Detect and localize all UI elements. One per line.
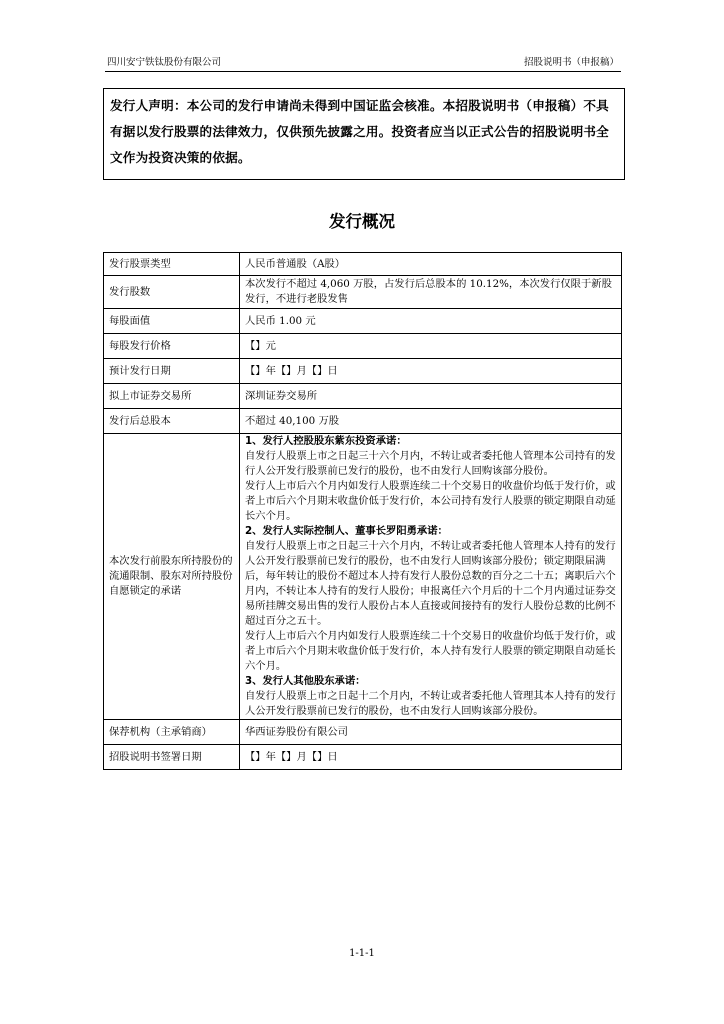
row-key: 预计发行日期 xyxy=(104,359,240,384)
header-doc-type: 招股说明书（申报稿） xyxy=(523,57,619,68)
row-value: 【】年【】月【】日 xyxy=(240,745,622,770)
header-rule xyxy=(105,71,621,72)
running-header xyxy=(105,55,621,71)
offering-summary-table xyxy=(103,252,622,770)
row-key: 发行股票类型 xyxy=(104,253,240,276)
commitment-value xyxy=(240,434,622,720)
row-value: 不超过 40,100 万股 xyxy=(240,409,622,434)
row-value: 人民币 1.00 元 xyxy=(240,309,622,334)
commitment-heading: 2、发行人实际控制人、董事长罗阳勇承诺： xyxy=(245,525,448,537)
page-title: 发行概况 xyxy=(329,212,395,231)
issuer-notice: 发行人声明：本公司的发行申请尚未得到中国证监会核准。本招股说明书（申报稿）不具有据以发行股票的法律效力，仅供预先披露之用。投资者应当以正式公告的招股说明书全文作为投资决策的依据。 xyxy=(103,88,625,180)
row-key: 拟上市证券交易所 xyxy=(104,384,240,409)
table-row xyxy=(104,720,622,745)
row-key: 保荐机构（主承销商） xyxy=(104,720,240,745)
row-key: 发行后总股本 xyxy=(104,409,240,434)
table-row xyxy=(104,309,622,334)
table-row xyxy=(104,745,622,770)
commitment-row xyxy=(104,434,622,720)
row-key: 每股发行价格 xyxy=(104,334,240,359)
commitment-heading: 3、发行人其他股东承诺： xyxy=(245,675,366,687)
row-value: 人民币普通股（A股） xyxy=(240,253,622,276)
table-row xyxy=(104,253,622,276)
table-row xyxy=(104,359,622,384)
table-row xyxy=(104,276,622,309)
commitment-paragraph: 自发行人股票上市之日起三十六个月内，不转让或者委托他人管理本人持有的发行人公开发行股票前已发行的股份，也不由发行人回购该部分股份；锁定期限届满后，每年转让的股份不超过本人持有发行人股份总数的百分之二十五；离职后六个月内，不转让本人持有的发行人股份；申报离任六个月后的十二个月内通过证券交易所挂牌交易出售的发行人股份占本人直接或间接持有的发行人股份总数的比例不超过百分之五十。 xyxy=(245,540,616,627)
row-value: 华西证券股份有限公司 xyxy=(240,720,622,745)
page-number: 1-1-1 xyxy=(349,948,375,959)
row-key: 发行股数 xyxy=(104,276,240,309)
table-row xyxy=(104,334,622,359)
commitment-key: 本次发行前股东所持股份的流通限制、股东对所持股份自愿锁定的承诺 xyxy=(104,434,240,720)
row-key: 招股说明书签署日期 xyxy=(104,745,240,770)
commitment-paragraph: 自发行人股票上市之日起十二个月内，不转让或者委托他人管理其本人持有的发行人公开发行股票前已发行的股份，也不由发行人回购该部分股份。 xyxy=(245,690,616,717)
row-key: 每股面值 xyxy=(104,309,240,334)
row-value: 【】年【】月【】日 xyxy=(240,359,622,384)
row-value: 本次发行不超过 4,060 万股，占发行后总股本的 10.12%，本次发行仅限于新股发行，不进行老股发售 xyxy=(240,276,622,309)
commitment-paragraph: 发行人上市后六个月内如发行人股票连续二十个交易日的收盘价均低于发行价，或者上市后六个月期末收盘价低于发行价，本公司持有发行人股票的锁定期限自动延长六个月。 xyxy=(245,480,616,522)
commitment-heading: 1、发行人控股股东紫东投资承诺： xyxy=(245,435,407,447)
commitment-paragraph: 发行人上市后六个月内如发行人股票连续二十个交易日的收盘价均低于发行价，或者上市后六个月期末收盘价低于发行价，本人持有发行人股票的锁定期限自动延长六个月。 xyxy=(245,630,616,672)
row-value: 【】元 xyxy=(240,334,622,359)
row-value: 深圳证券交易所 xyxy=(240,384,622,409)
table-row xyxy=(104,409,622,434)
header-company: 四川安宁铁钛股份有限公司 xyxy=(107,57,222,68)
table-row xyxy=(104,384,622,409)
commitment-paragraph: 自发行人股票上市之日起三十六个月内，不转让或者委托他人管理本公司持有的发行人公开发行股票前已发行的股份，也不由发行人回购该部分股份。 xyxy=(245,450,616,477)
